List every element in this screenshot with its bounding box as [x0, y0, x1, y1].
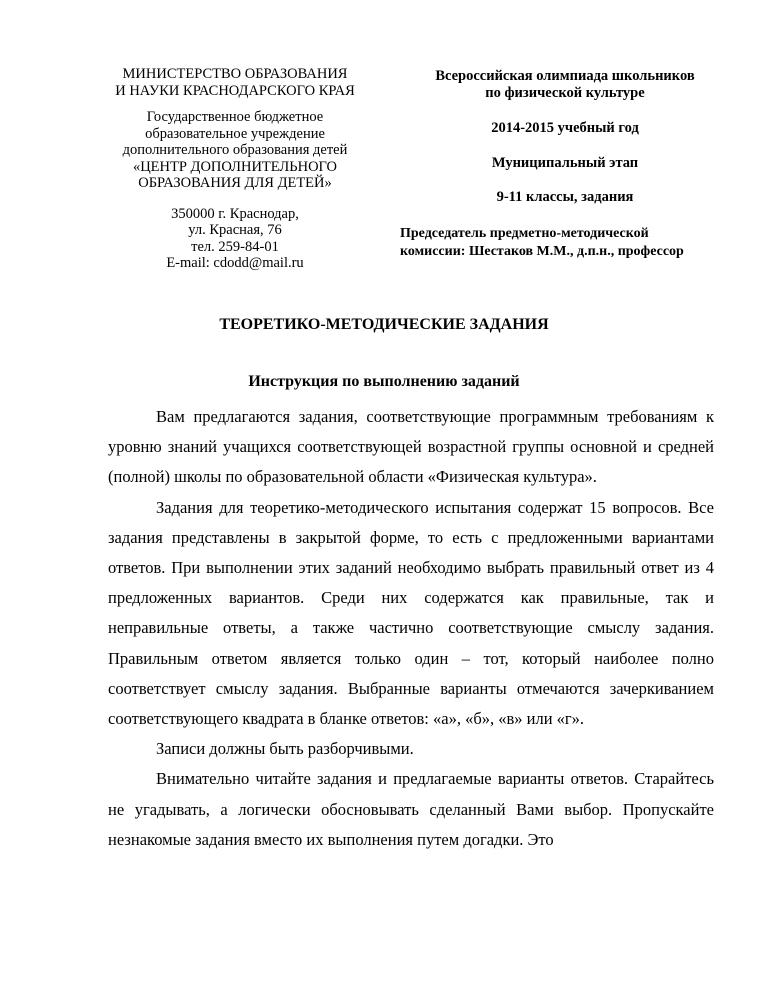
issuer-header — [100, 66, 370, 272]
paragraph: Записи должны быть разборчивыми. — [156, 739, 414, 759]
page-title: ТЕОРЕТИКО-МЕТОДИЧЕСКИЕ ЗАДАНИЯ — [219, 316, 549, 333]
olympiad-name — [400, 68, 730, 102]
phone-line: тел. 259-84-01 — [191, 238, 279, 255]
paragraph: Внимательно читайте задания и предлагаемые варианты ответов. Старайтесь не угадывать, а логически обосновывать сделанный Вами выбор. Пропускайте незнакомые задания вместо их выполнения путем догадки. Это — [108, 769, 714, 849]
organization-line: Государственное бюджетное — [146, 109, 324, 125]
olympiad-line: Всероссийская олимпиада школьников — [435, 68, 695, 84]
chair-line: Председатель предметно-методической — [400, 226, 649, 241]
organization-line: дополнительного образования детей — [122, 142, 348, 158]
olympiad-header — [400, 68, 730, 261]
paragraph: Вам предлагаются задания, соответствующие программным требованиям к уровню знаний учащихся соответствующей возрастной группы основной и средней (полной) школы по образовательной области «Физическая культура». — [108, 407, 714, 487]
commission-chair — [400, 225, 730, 261]
stage-label: Муниципальный этап — [491, 155, 639, 171]
organization-name — [100, 109, 370, 192]
organization-line: образовательное учреждение — [145, 125, 325, 142]
address-line: 350000 г. Краснодар, — [171, 205, 299, 222]
ministry-line: МИНИСТЕРСТВО ОБРАЗОВАНИЯ — [122, 66, 348, 82]
ministry-line: И НАУКИ КРАСНОДАРСКОГО КРАЯ — [115, 82, 355, 99]
academic-year: 2014-2015 учебный год — [491, 120, 639, 136]
chair-line: комиссии: Шестаков М.М., д.п.н., профессор — [400, 244, 684, 259]
contact-block — [100, 206, 370, 272]
grades-label: 9-11 классы, задания — [496, 189, 634, 205]
section-heading: Инструкция по выполнению заданий — [248, 373, 520, 390]
email-line: E-mail: cdodd@mail.ru — [166, 255, 304, 271]
ministry-name — [100, 66, 370, 99]
organization-line: ОБРАЗОВАНИЯ ДЛЯ ДЕТЕЙ» — [138, 175, 332, 191]
olympiad-line: по физической культуре — [485, 85, 645, 101]
paragraph: Задания для теоретико-методического испытания содержат 15 вопросов. Все задания представлены в закрытой форме, то есть с предложенными вариантами ответов. При выполнении этих заданий необходимо выбрать правильный ответ из 4 предложенных вариантов. Среди них содержатся как правильные, так и неправильные ответы, а также частично соответствующие смыслу задания. Правильным ответом является только один – тот, который наиболее полно соответствует смыслу задания. Выбранные варианты отмечаются зачеркиванием соответствующего квадрата в бланке ответов: «а», «б», «в» или «г». — [108, 497, 714, 729]
organization-line: «ЦЕНТР ДОПОЛНИТЕЛЬНОГО — [132, 158, 338, 175]
address-line: ул. Красная, 76 — [188, 222, 282, 238]
instructions-body — [108, 402, 714, 855]
